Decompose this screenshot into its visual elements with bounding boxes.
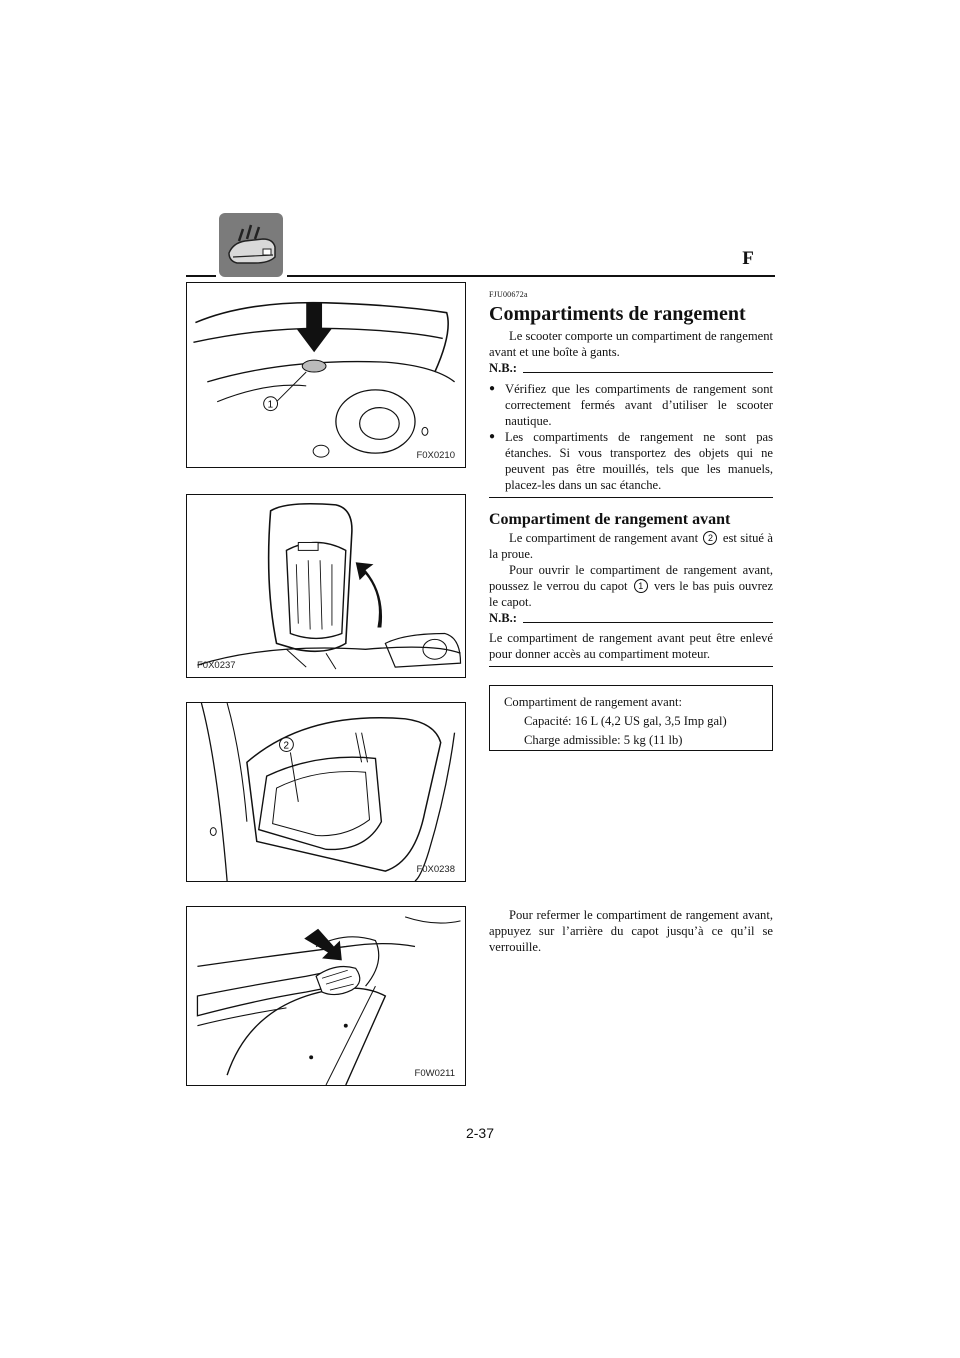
- hood-latch-illustration: [187, 283, 465, 467]
- subsection-title: Compartiment de rangement avant: [489, 511, 731, 528]
- nb-label: N.B.:: [489, 611, 517, 625]
- page-number: 2-37: [465, 1125, 495, 1141]
- bullet-text: Les compartiments de rangement ne sont pas étanches. Si vous transportez des objets qui ne peuvent pas être mouillés, tels que les manuels, placez-les dans un sac étanche.: [505, 430, 773, 492]
- hood-close-illustration: [187, 907, 465, 1085]
- nb-end-rule: [489, 666, 773, 667]
- figure-code: F0X0238: [416, 864, 455, 875]
- figure-callout: 1: [267, 399, 274, 411]
- figure-hood-close: [186, 906, 466, 1086]
- nb-bullet: [489, 381, 773, 429]
- spec-capacity: Capacité: 16 L (4,2 US gal, 3,5 Imp gal): [524, 714, 727, 728]
- header-rule: [186, 275, 216, 277]
- figure-code: F0W0211: [414, 1068, 455, 1079]
- section-intro: Le scooter comporte un compartiment de rangement avant et une boîte à gants.: [489, 329, 773, 359]
- subsection-para-1: Le compartiment de rangement avant 2 est situé à la proue.: [489, 531, 773, 561]
- section-storage: [489, 290, 773, 667]
- nb-text: Le compartiment de rangement avant peut être enlevé pour donner accès au compartiment moteur.: [489, 631, 773, 661]
- nb-bullet: [489, 429, 773, 493]
- subsection-para-2: Pour ouvrir le compartiment de rangement avant, poussez le verrou du capot 1 vers le bas puis ouvrez le capot.: [489, 563, 773, 609]
- figure-hood-open: [186, 494, 466, 678]
- jet-ski-icon: [219, 213, 283, 277]
- bullet-text: Vérifiez que les compartiments de rangement sont correctement fermés avant d’utiliser le scooter nautique.: [505, 382, 773, 428]
- header-rule: [287, 275, 775, 277]
- closing-paragraph: Pour refermer le compartiment de rangement avant, appuyez sur l’arrière du capot jusqu’à ce qu’il se verrouille.: [489, 908, 773, 954]
- bullet-dot-icon: ●: [489, 383, 496, 394]
- section-code: FJU00672a: [489, 290, 528, 299]
- nb-heading: [489, 610, 773, 626]
- bullet-dot-icon: ●: [489, 431, 496, 442]
- closing-section: [489, 907, 773, 955]
- ref-callout: 1: [634, 579, 648, 593]
- section-title: Compartiments de rangement: [489, 303, 746, 325]
- spec-heading: Compartiment de rangement avant:: [504, 695, 683, 709]
- storage-compartment-illustration: [187, 703, 465, 881]
- figure-callout: 2: [283, 740, 289, 752]
- spec-box: [489, 685, 773, 751]
- figure-storage-compartment: [186, 702, 466, 882]
- figure-hood-latch: [186, 282, 466, 468]
- language-letter: F: [742, 248, 754, 269]
- ref-callout: 2: [703, 531, 717, 545]
- figure-code: F0X0237: [197, 660, 236, 671]
- nb-label: N.B.:: [489, 361, 517, 375]
- spec-load: Charge admissible: 5 kg (11 lb): [524, 733, 683, 747]
- hood-open-illustration: [187, 495, 465, 677]
- nb-heading: [489, 360, 773, 376]
- figure-code: F0X0210: [416, 450, 455, 461]
- nb-end-rule: [489, 497, 773, 498]
